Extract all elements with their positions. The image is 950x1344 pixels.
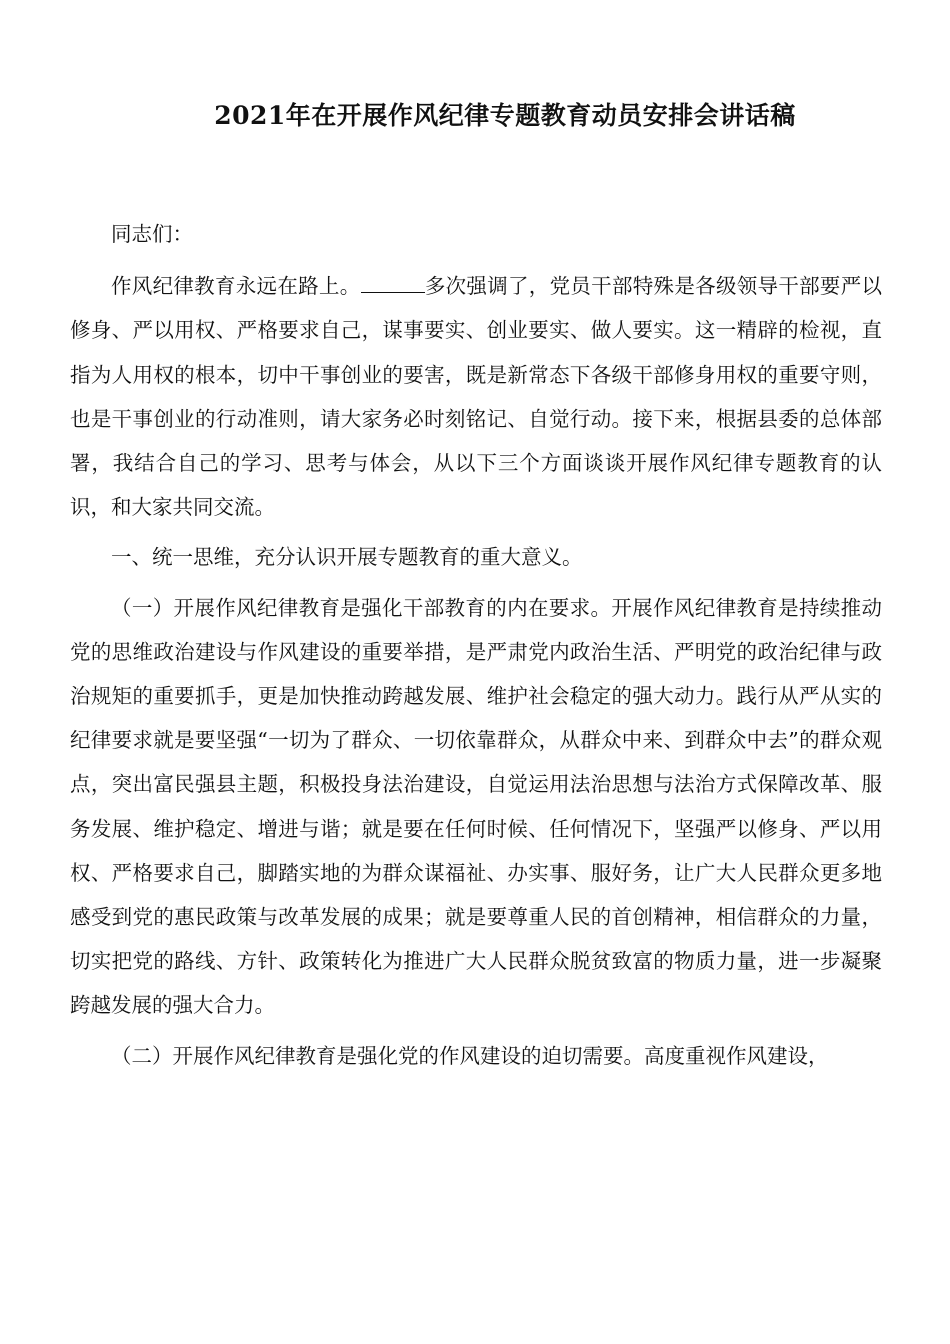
document-title: 2021年在开展作风纪律专题教育动员安排会讲话稿 bbox=[214, 101, 796, 130]
blank-underline bbox=[361, 274, 425, 293]
section-1-heading: 一、统一思维，充分认识开展专题教育的重大意义。 bbox=[111, 545, 583, 570]
salutation: 同志们： bbox=[111, 222, 193, 246]
intro-text-part-1: 作风纪律教育永远在路上。 bbox=[111, 274, 361, 299]
subsection-2-paragraph: （二）开展作风纪律教育是强化党的作风建设的迫切需要。高度重视作风建设， bbox=[111, 1043, 829, 1068]
subsection-1-paragraph: （一）开展作风纪律教育是强化干部教育的内在要求。开展作风纪律教育是持续推动党的思维政治建设与作风建设的重要举措，是严肃党内政治生活、严明党的政治纪律与政治规矩的重要抓手，更是加快推动跨越发展、维护社会稳定的强大动力。践行从严从实的纪律要求就是要坚强“一切为了群众、一切依靠群众，从群众中来、到群众中去”的群众观点，突出富民强县主题，积极投身法治建设，自觉运用法治思想与法治方式保障改革、服务发展、维护稳定、增进与谐；就是要在任何时候、任何情况下，坚强严以修身、严以用权、严格要求自己，脚踏实地的为群众谋福祉、办实事、服好务，让广大人民群众更多地感受到党的惠民政策与改革发展的成果；就是要尊重人民的首创精神，相信群众的力量，切实把党的路线、方针、政策转化为推进广大人民群众脱贫致富的物质力量，进一步凝聚跨越发展的强大合力。 bbox=[70, 595, 882, 1018]
document-body bbox=[70, 212, 882, 1078]
intro-paragraph bbox=[70, 264, 882, 529]
intro-text-part-2: 多次强调了，党员干部特殊是各级领导干部要严以修身、严以用权、严格要求自己，谋事要实、创业要实、做人要实。这一精辟的检视，直指为人用权的根本，切中干事创业的要害，既是新常态下各级干部修身用权的重要守则，也是干事创业的行动准则，请大家务必时刻铭记、自觉行动。接下来，根据县委的总体部署，我结合自己的学习、思考与体会，从以下三个方面谈谈开展作风纪律专题教育的认识，和大家共同交流。 bbox=[70, 274, 883, 520]
